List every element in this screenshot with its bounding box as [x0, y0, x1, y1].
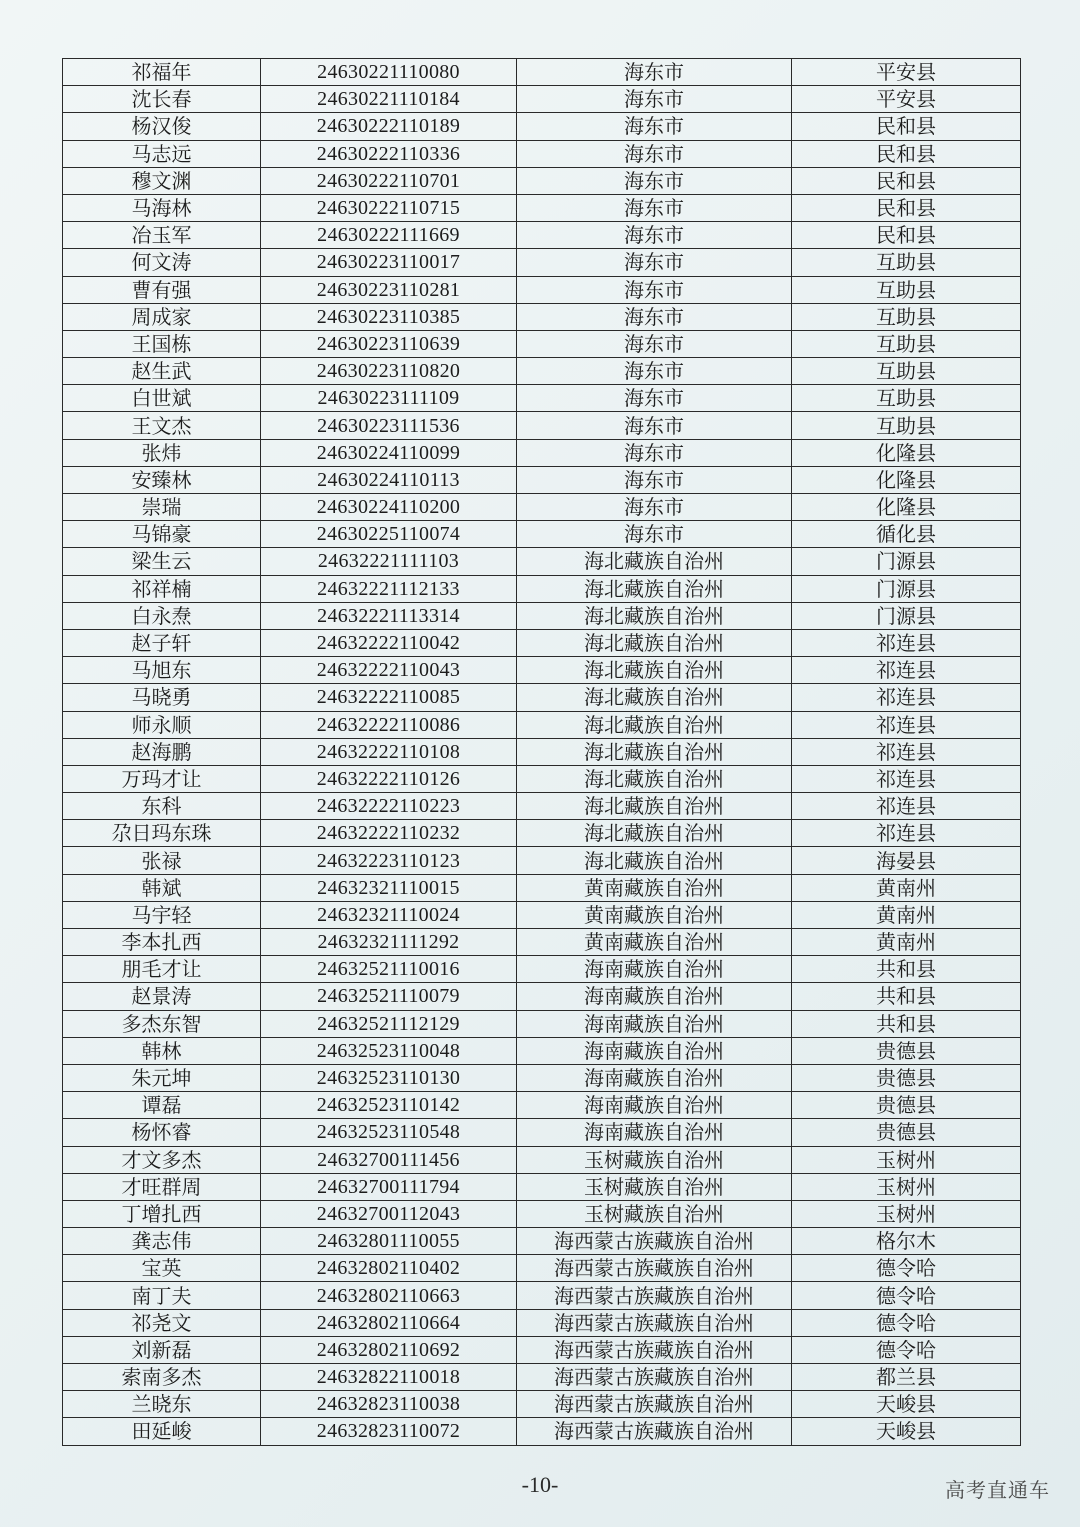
county-cell: 天峻县 — [792, 1391, 1021, 1418]
table-row — [63, 222, 1021, 249]
table-row — [63, 194, 1021, 221]
table-row — [63, 521, 1021, 548]
city-prefecture-cell: 海东市 — [517, 303, 792, 330]
candidate-id-cell: 24630225110074 — [261, 521, 517, 548]
county-cell: 祁连县 — [792, 738, 1021, 765]
candidate-id-cell: 24632823110072 — [261, 1418, 517, 1445]
county-cell: 德令哈 — [792, 1282, 1021, 1309]
county-cell: 化隆县 — [792, 439, 1021, 466]
table-row — [63, 1391, 1021, 1418]
city-prefecture-cell: 海东市 — [517, 330, 792, 357]
roster-sheet — [62, 58, 1020, 1446]
city-prefecture-cell: 海南藏族自治州 — [517, 1010, 792, 1037]
table-row — [63, 412, 1021, 439]
table-row — [63, 140, 1021, 167]
county-cell: 贵德县 — [792, 1119, 1021, 1146]
city-prefecture-cell: 海东市 — [517, 439, 792, 466]
city-prefecture-cell: 海南藏族自治州 — [517, 983, 792, 1010]
student-name-cell: 王国栋 — [63, 330, 261, 357]
student-name-cell: 索南多杰 — [63, 1364, 261, 1391]
candidate-id-cell: 24630223110017 — [261, 249, 517, 276]
table-row — [63, 303, 1021, 330]
county-cell: 共和县 — [792, 1010, 1021, 1037]
candidate-id-cell: 24630223110281 — [261, 276, 517, 303]
table-row — [63, 983, 1021, 1010]
student-name-cell: 杨怀睿 — [63, 1119, 261, 1146]
table-row — [63, 901, 1021, 928]
county-cell: 玉树州 — [792, 1173, 1021, 1200]
candidate-id-cell: 24632521110079 — [261, 983, 517, 1010]
county-cell: 玉树州 — [792, 1146, 1021, 1173]
student-name-cell: 何文涛 — [63, 249, 261, 276]
roster-table-body — [63, 59, 1021, 1446]
county-cell: 祁连县 — [792, 711, 1021, 738]
county-cell: 黄南州 — [792, 929, 1021, 956]
table-row — [63, 59, 1021, 86]
student-name-cell: 沈长春 — [63, 86, 261, 113]
table-row — [63, 1092, 1021, 1119]
city-prefecture-cell: 海北藏族自治州 — [517, 657, 792, 684]
city-prefecture-cell: 海东市 — [517, 249, 792, 276]
candidate-id-cell: 24630224110113 — [261, 466, 517, 493]
county-cell: 祁连县 — [792, 793, 1021, 820]
city-prefecture-cell: 海东市 — [517, 385, 792, 412]
city-prefecture-cell: 海东市 — [517, 140, 792, 167]
student-name-cell: 安臻林 — [63, 466, 261, 493]
city-prefecture-cell: 海东市 — [517, 466, 792, 493]
table-row — [63, 575, 1021, 602]
table-row — [63, 1064, 1021, 1091]
candidate-id-cell: 24632222110126 — [261, 765, 517, 792]
city-prefecture-cell: 海东市 — [517, 86, 792, 113]
city-prefecture-cell: 海东市 — [517, 194, 792, 221]
candidate-id-cell: 24630222110189 — [261, 113, 517, 140]
city-prefecture-cell: 海西蒙古族藏族自治州 — [517, 1336, 792, 1363]
table-row — [63, 765, 1021, 792]
county-cell: 互助县 — [792, 303, 1021, 330]
city-prefecture-cell: 海北藏族自治州 — [517, 738, 792, 765]
city-prefecture-cell: 玉树藏族自治州 — [517, 1200, 792, 1227]
county-cell: 祁连县 — [792, 629, 1021, 656]
county-cell: 门源县 — [792, 602, 1021, 629]
county-cell: 共和县 — [792, 956, 1021, 983]
county-cell: 化隆县 — [792, 466, 1021, 493]
city-prefecture-cell: 海北藏族自治州 — [517, 684, 792, 711]
city-prefecture-cell: 海西蒙古族藏族自治州 — [517, 1391, 792, 1418]
table-row — [63, 330, 1021, 357]
student-name-cell: 崇瑞 — [63, 494, 261, 521]
city-prefecture-cell: 海北藏族自治州 — [517, 793, 792, 820]
city-prefecture-cell: 海南藏族自治州 — [517, 1119, 792, 1146]
city-prefecture-cell: 海西蒙古族藏族自治州 — [517, 1309, 792, 1336]
student-name-cell: 马志远 — [63, 140, 261, 167]
student-name-cell: 韩斌 — [63, 874, 261, 901]
student-name-cell: 赵景涛 — [63, 983, 261, 1010]
county-cell: 格尔木 — [792, 1228, 1021, 1255]
student-name-cell: 周成家 — [63, 303, 261, 330]
candidate-id-cell: 24632523110142 — [261, 1092, 517, 1119]
student-name-cell: 张禄 — [63, 847, 261, 874]
county-cell: 民和县 — [792, 140, 1021, 167]
county-cell: 海晏县 — [792, 847, 1021, 874]
city-prefecture-cell: 海南藏族自治州 — [517, 1064, 792, 1091]
table-row — [63, 1282, 1021, 1309]
city-prefecture-cell: 黄南藏族自治州 — [517, 929, 792, 956]
table-row — [63, 1146, 1021, 1173]
student-name-cell: 才文多杰 — [63, 1146, 261, 1173]
candidate-id-cell: 24632222110043 — [261, 657, 517, 684]
candidate-id-cell: 24630222111669 — [261, 222, 517, 249]
city-prefecture-cell: 海北藏族自治州 — [517, 602, 792, 629]
county-cell: 黄南州 — [792, 874, 1021, 901]
student-name-cell: 白世斌 — [63, 385, 261, 412]
student-name-cell: 赵海鹏 — [63, 738, 261, 765]
candidate-id-cell: 24632700112043 — [261, 1200, 517, 1227]
city-prefecture-cell: 海北藏族自治州 — [517, 548, 792, 575]
table-row — [63, 113, 1021, 140]
candidate-id-cell: 24632222110042 — [261, 629, 517, 656]
county-cell: 互助县 — [792, 412, 1021, 439]
candidate-id-cell: 24630224110099 — [261, 439, 517, 466]
table-row — [63, 548, 1021, 575]
candidate-id-cell: 24632521112129 — [261, 1010, 517, 1037]
candidate-id-cell: 24630223111109 — [261, 385, 517, 412]
city-prefecture-cell: 海西蒙古族藏族自治州 — [517, 1364, 792, 1391]
table-row — [63, 86, 1021, 113]
candidate-id-cell: 24632221111103 — [261, 548, 517, 575]
table-row — [63, 1364, 1021, 1391]
student-name-cell: 祁祥楠 — [63, 575, 261, 602]
candidate-id-cell: 24632700111794 — [261, 1173, 517, 1200]
table-row — [63, 1037, 1021, 1064]
city-prefecture-cell: 海西蒙古族藏族自治州 — [517, 1418, 792, 1445]
candidate-id-cell: 24630221110080 — [261, 59, 517, 86]
candidate-id-cell: 24632222110232 — [261, 820, 517, 847]
student-name-cell: 李本扎西 — [63, 929, 261, 956]
city-prefecture-cell: 海北藏族自治州 — [517, 575, 792, 602]
student-name-cell: 师永顺 — [63, 711, 261, 738]
city-prefecture-cell: 海南藏族自治州 — [517, 1092, 792, 1119]
table-row — [63, 1255, 1021, 1282]
candidate-id-cell: 24632223110123 — [261, 847, 517, 874]
student-name-cell: 祁福年 — [63, 59, 261, 86]
county-cell: 民和县 — [792, 222, 1021, 249]
table-row — [63, 793, 1021, 820]
candidate-id-cell: 24630222110701 — [261, 167, 517, 194]
student-name-cell: 刘新磊 — [63, 1336, 261, 1363]
county-cell: 互助县 — [792, 276, 1021, 303]
candidate-id-cell: 24632822110018 — [261, 1364, 517, 1391]
student-name-cell: 梁生云 — [63, 548, 261, 575]
city-prefecture-cell: 海北藏族自治州 — [517, 629, 792, 656]
county-cell: 祁连县 — [792, 657, 1021, 684]
county-cell: 互助县 — [792, 385, 1021, 412]
student-name-cell: 祁尧文 — [63, 1309, 261, 1336]
candidate-id-cell: 24630223110820 — [261, 358, 517, 385]
student-name-cell: 宝英 — [63, 1255, 261, 1282]
candidate-id-cell: 24632321111292 — [261, 929, 517, 956]
candidate-id-cell: 24632222110108 — [261, 738, 517, 765]
candidate-id-cell: 24630221110184 — [261, 86, 517, 113]
city-prefecture-cell: 海东市 — [517, 521, 792, 548]
table-row — [63, 249, 1021, 276]
county-cell: 门源县 — [792, 548, 1021, 575]
county-cell: 祁连县 — [792, 820, 1021, 847]
city-prefecture-cell: 海东市 — [517, 276, 792, 303]
student-name-cell: 赵子轩 — [63, 629, 261, 656]
student-name-cell: 马海林 — [63, 194, 261, 221]
table-row — [63, 874, 1021, 901]
table-row — [63, 167, 1021, 194]
city-prefecture-cell: 海西蒙古族藏族自治州 — [517, 1282, 792, 1309]
candidate-id-cell: 24630222110715 — [261, 194, 517, 221]
student-name-cell: 才旺群周 — [63, 1173, 261, 1200]
candidate-id-cell: 24632221113314 — [261, 602, 517, 629]
student-name-cell: 马锦豪 — [63, 521, 261, 548]
county-cell: 贵德县 — [792, 1092, 1021, 1119]
county-cell: 黄南州 — [792, 901, 1021, 928]
candidate-id-cell: 24632802110664 — [261, 1309, 517, 1336]
candidate-id-cell: 24632521110016 — [261, 956, 517, 983]
student-name-cell: 赵生武 — [63, 358, 261, 385]
table-row — [63, 956, 1021, 983]
candidate-id-cell: 24632700111456 — [261, 1146, 517, 1173]
student-name-cell: 韩林 — [63, 1037, 261, 1064]
student-name-cell: 兰晓东 — [63, 1391, 261, 1418]
table-row — [63, 602, 1021, 629]
county-cell: 德令哈 — [792, 1255, 1021, 1282]
table-row — [63, 1228, 1021, 1255]
student-name-cell: 马晓勇 — [63, 684, 261, 711]
student-name-cell: 万玛才让 — [63, 765, 261, 792]
county-cell: 祁连县 — [792, 765, 1021, 792]
table-row — [63, 711, 1021, 738]
city-prefecture-cell: 海北藏族自治州 — [517, 765, 792, 792]
city-prefecture-cell: 海东市 — [517, 167, 792, 194]
student-name-cell: 冶玉军 — [63, 222, 261, 249]
city-prefecture-cell: 海西蒙古族藏族自治州 — [517, 1228, 792, 1255]
city-prefecture-cell: 海东市 — [517, 113, 792, 140]
candidate-id-cell: 24632523110548 — [261, 1119, 517, 1146]
county-cell: 循化县 — [792, 521, 1021, 548]
county-cell: 共和县 — [792, 983, 1021, 1010]
student-name-cell: 尕日玛东珠 — [63, 820, 261, 847]
table-row — [63, 1173, 1021, 1200]
student-name-cell: 谭磊 — [63, 1092, 261, 1119]
city-prefecture-cell: 海东市 — [517, 222, 792, 249]
city-prefecture-cell: 玉树藏族自治州 — [517, 1173, 792, 1200]
county-cell: 玉树州 — [792, 1200, 1021, 1227]
county-cell: 互助县 — [792, 330, 1021, 357]
county-cell: 互助县 — [792, 358, 1021, 385]
candidate-id-cell: 24632802110663 — [261, 1282, 517, 1309]
student-name-cell: 丁增扎西 — [63, 1200, 261, 1227]
city-prefecture-cell: 海北藏族自治州 — [517, 847, 792, 874]
table-row — [63, 1309, 1021, 1336]
city-prefecture-cell: 黄南藏族自治州 — [517, 901, 792, 928]
county-cell: 平安县 — [792, 86, 1021, 113]
candidate-id-cell: 24632321110015 — [261, 874, 517, 901]
student-name-cell: 穆文渊 — [63, 167, 261, 194]
county-cell: 平安县 — [792, 59, 1021, 86]
city-prefecture-cell: 玉树藏族自治州 — [517, 1146, 792, 1173]
table-row — [63, 657, 1021, 684]
candidate-id-cell: 24632802110402 — [261, 1255, 517, 1282]
table-row — [63, 684, 1021, 711]
county-cell: 民和县 — [792, 113, 1021, 140]
candidate-id-cell: 24632222110086 — [261, 711, 517, 738]
table-row — [63, 1336, 1021, 1363]
city-prefecture-cell: 海东市 — [517, 494, 792, 521]
county-cell: 天峻县 — [792, 1418, 1021, 1445]
table-row — [63, 1418, 1021, 1445]
table-row — [63, 1200, 1021, 1227]
county-cell: 民和县 — [792, 194, 1021, 221]
candidate-id-cell: 24632222110085 — [261, 684, 517, 711]
table-row — [63, 385, 1021, 412]
county-cell: 贵德县 — [792, 1037, 1021, 1064]
table-row — [63, 1119, 1021, 1146]
candidate-id-cell: 24630223110385 — [261, 303, 517, 330]
county-cell: 门源县 — [792, 575, 1021, 602]
table-row — [63, 820, 1021, 847]
city-prefecture-cell: 海西蒙古族藏族自治州 — [517, 1255, 792, 1282]
city-prefecture-cell: 海东市 — [517, 358, 792, 385]
candidate-id-cell: 24632802110692 — [261, 1336, 517, 1363]
candidate-id-cell: 24630224110200 — [261, 494, 517, 521]
county-cell: 德令哈 — [792, 1309, 1021, 1336]
candidate-id-cell: 24632321110024 — [261, 901, 517, 928]
city-prefecture-cell: 海南藏族自治州 — [517, 956, 792, 983]
county-cell: 贵德县 — [792, 1064, 1021, 1091]
student-name-cell: 龚志伟 — [63, 1228, 261, 1255]
county-cell: 祁连县 — [792, 684, 1021, 711]
city-prefecture-cell: 海南藏族自治州 — [517, 1037, 792, 1064]
roster-table — [62, 58, 1021, 1446]
table-row — [63, 276, 1021, 303]
city-prefecture-cell: 海北藏族自治州 — [517, 711, 792, 738]
student-name-cell: 马宇轻 — [63, 901, 261, 928]
student-name-cell: 曹有强 — [63, 276, 261, 303]
candidate-id-cell: 24632523110130 — [261, 1064, 517, 1091]
county-cell: 都兰县 — [792, 1364, 1021, 1391]
candidate-id-cell: 24632222110223 — [261, 793, 517, 820]
table-row — [63, 439, 1021, 466]
table-row — [63, 1010, 1021, 1037]
student-name-cell: 南丁夫 — [63, 1282, 261, 1309]
city-prefecture-cell: 海北藏族自治州 — [517, 820, 792, 847]
student-name-cell: 朋毛才让 — [63, 956, 261, 983]
table-row — [63, 629, 1021, 656]
candidate-id-cell: 24630223111536 — [261, 412, 517, 439]
city-prefecture-cell: 黄南藏族自治州 — [517, 874, 792, 901]
county-cell: 德令哈 — [792, 1336, 1021, 1363]
county-cell: 民和县 — [792, 167, 1021, 194]
table-row — [63, 929, 1021, 956]
table-row — [63, 466, 1021, 493]
table-row — [63, 494, 1021, 521]
student-name-cell: 田延峻 — [63, 1418, 261, 1445]
table-row — [63, 358, 1021, 385]
student-name-cell: 王文杰 — [63, 412, 261, 439]
candidate-id-cell: 24632801110055 — [261, 1228, 517, 1255]
candidate-id-cell: 24630222110336 — [261, 140, 517, 167]
candidate-id-cell: 24632523110048 — [261, 1037, 517, 1064]
page-number: -10- — [521, 1472, 559, 1497]
student-name-cell: 白永焘 — [63, 602, 261, 629]
student-name-cell: 马旭东 — [63, 657, 261, 684]
table-row — [63, 738, 1021, 765]
city-prefecture-cell: 海东市 — [517, 412, 792, 439]
candidate-id-cell: 24630223110639 — [261, 330, 517, 357]
county-cell: 互助县 — [792, 249, 1021, 276]
table-row — [63, 847, 1021, 874]
student-name-cell: 朱元坤 — [63, 1064, 261, 1091]
student-name-cell: 多杰东智 — [63, 1010, 261, 1037]
city-prefecture-cell: 海东市 — [517, 59, 792, 86]
candidate-id-cell: 24632221112133 — [261, 575, 517, 602]
student-name-cell: 杨汉俊 — [63, 113, 261, 140]
candidate-id-cell: 24632823110038 — [261, 1391, 517, 1418]
student-name-cell: 张炜 — [63, 439, 261, 466]
student-name-cell: 东科 — [63, 793, 261, 820]
watermark: 高考直通车 — [945, 1478, 1050, 1502]
county-cell: 化隆县 — [792, 494, 1021, 521]
